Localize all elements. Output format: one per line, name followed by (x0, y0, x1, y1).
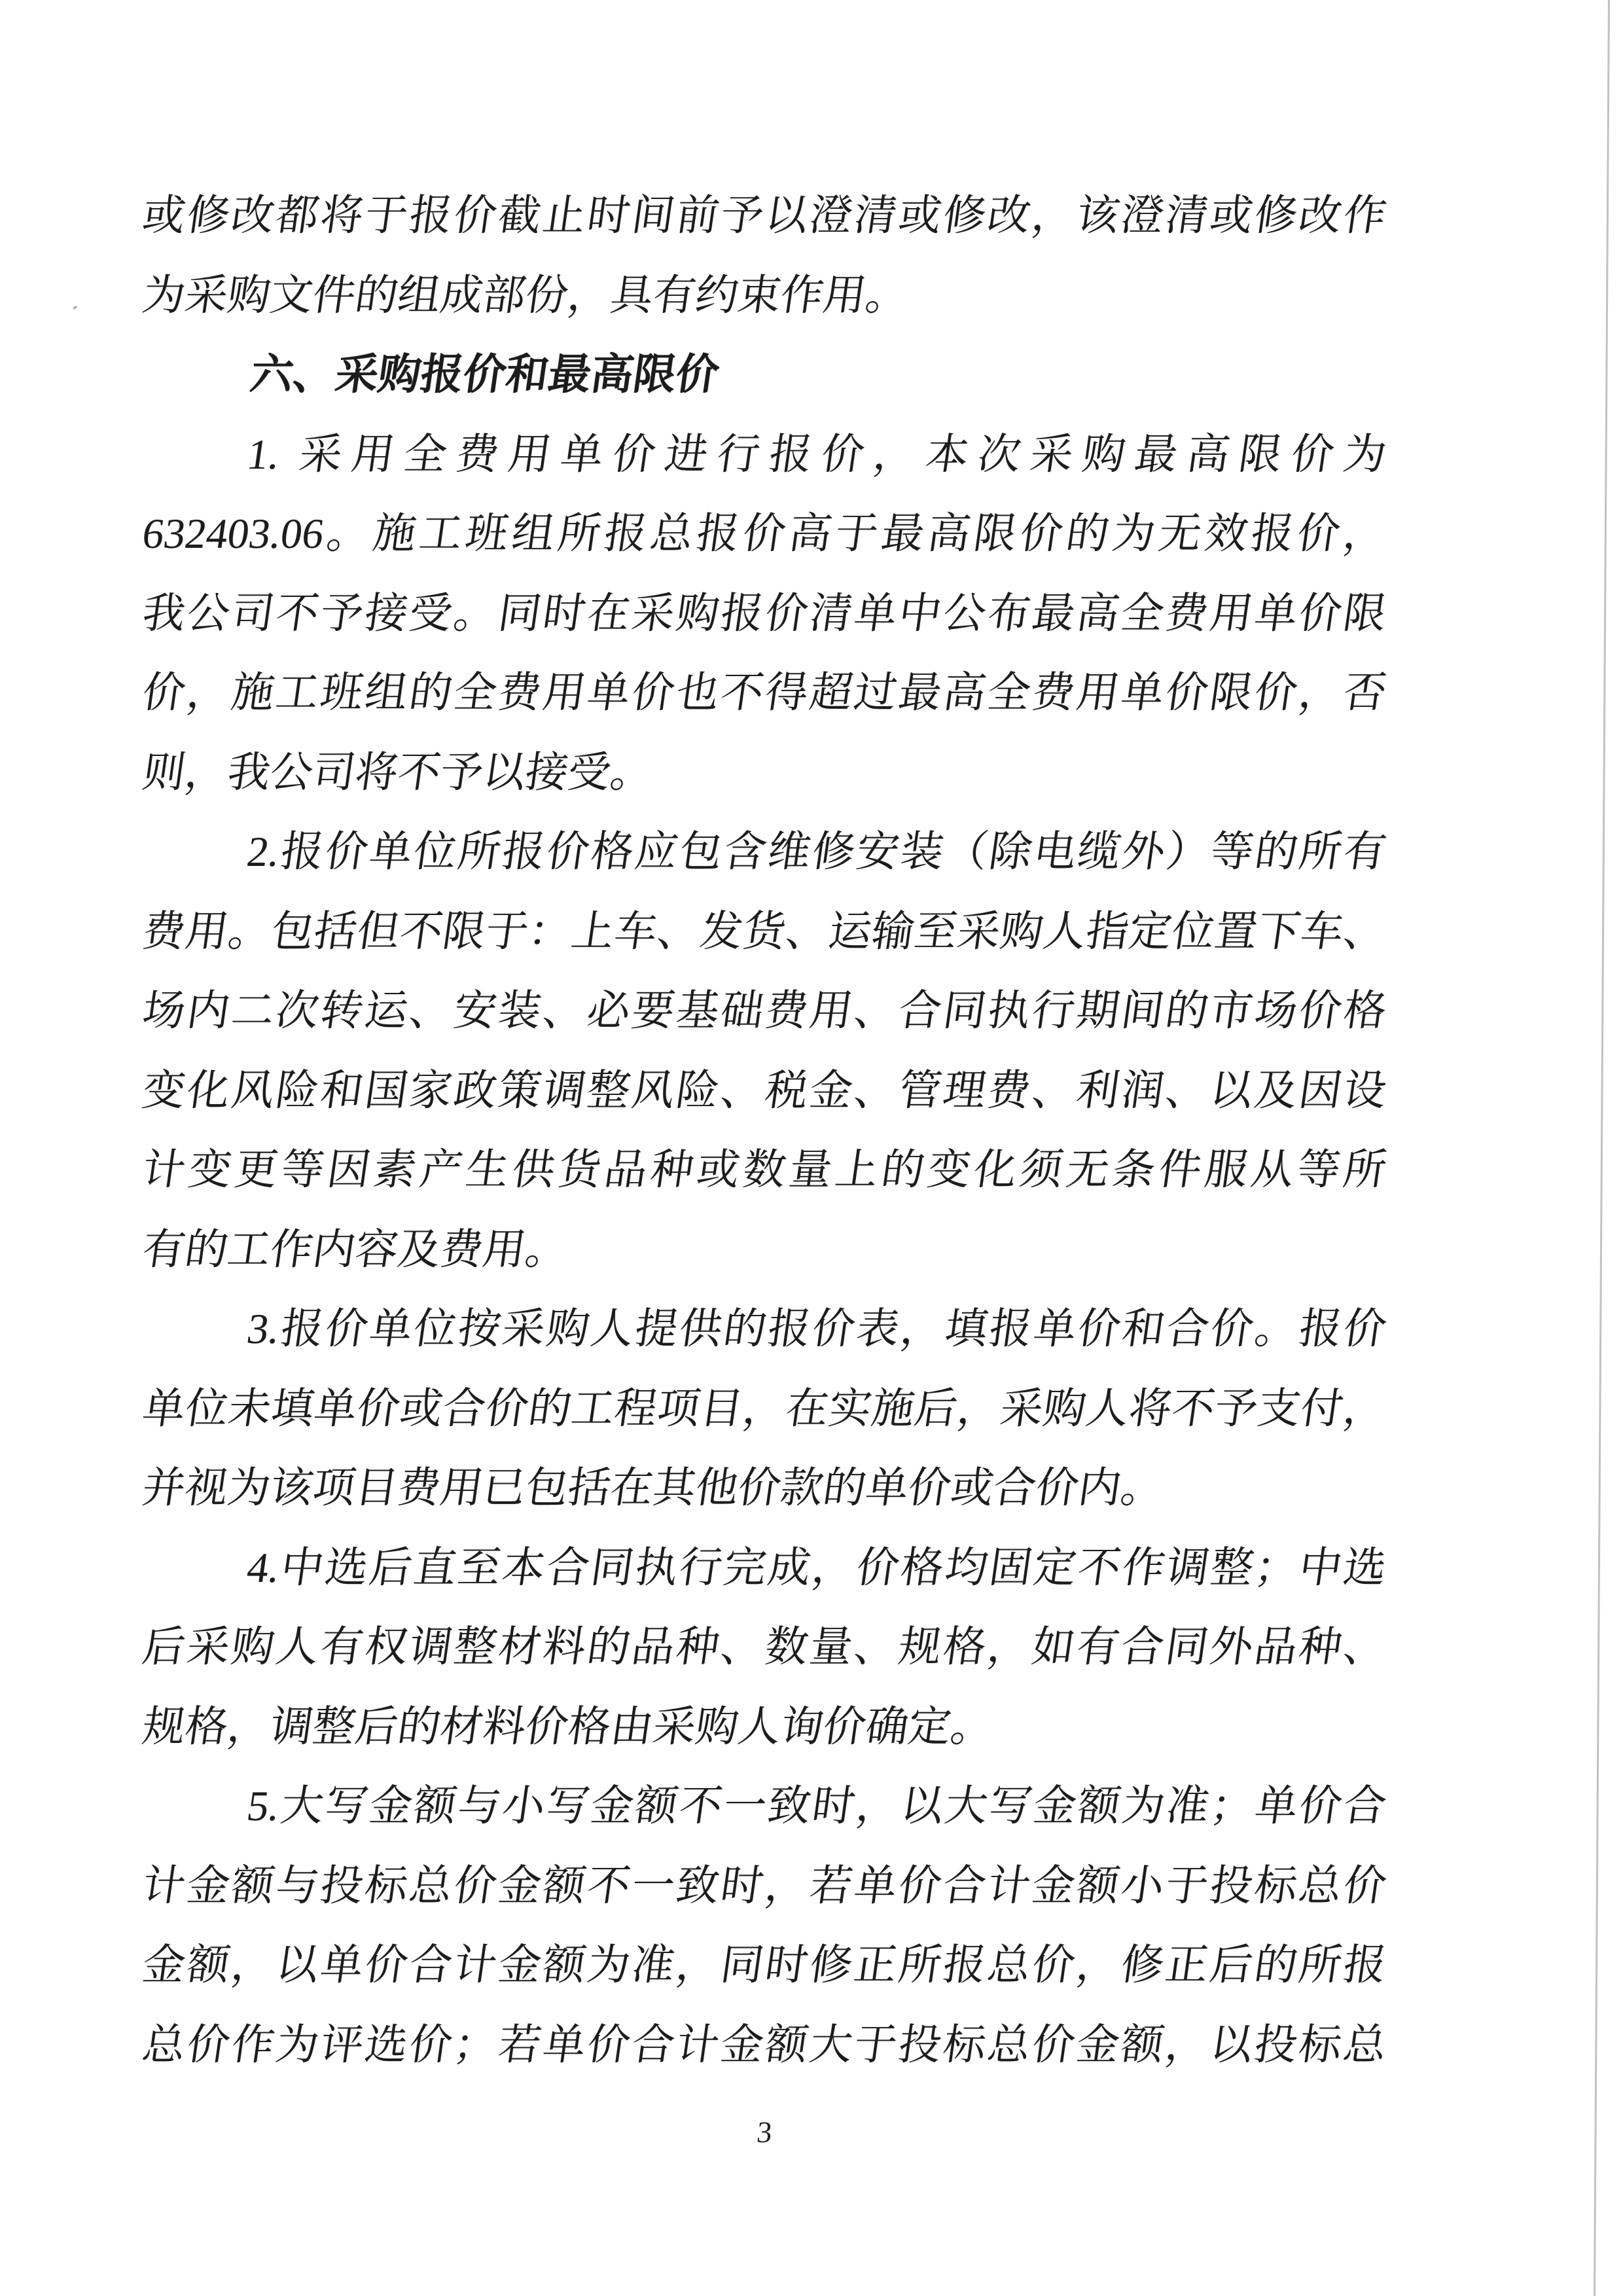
section-heading: 六、采购报价和最高限价 (247, 351, 722, 399)
scan-line-artifact (1594, 0, 1610, 2296)
text-line: 总价作为评选价；若单价合计金额大于投标总价金额，以投标总 (139, 2021, 1390, 2069)
text-line: 2.报价单位所报价格应包含维修安装（除电缆外）等的所有 (244, 829, 1390, 876)
scan-dot-artifact (72, 305, 77, 310)
text-line: 价，施工班组的全费用单价也不得超过最高全费用单价限价，否 (139, 670, 1390, 717)
text-line: 632403.06。施工班组所报总报价高于最高限价的为无效报价， (139, 511, 1390, 558)
text-line: 或修改都将于报价截止时间前予以澄清或修改，该澄清或修改作 (139, 192, 1390, 240)
text-line: 计金额与投标总价金额不一致时，若单价合计金额小于投标总价 (139, 1862, 1390, 1910)
text-line: 为采购文件的组成部份，具有约束作用。 (139, 272, 912, 319)
text-line: 计变更等因素产生供货品种或数量上的变化须无条件服从等所 (139, 1147, 1390, 1194)
text-line: 场内二次转运、安装、必要基础费用、合同执行期间的市场价格 (139, 988, 1390, 1035)
text-line: 则，我公司将不予以接受。 (139, 749, 657, 797)
text-line: 有的工作内容及费用。 (139, 1226, 572, 1274)
document-body (139, 177, 1390, 2085)
text-line: 后采购人有权调整材料的品种、数量、规格，如有合同外品种、 (139, 1624, 1390, 1671)
text-line: 4.中选后直至本合同执行完成，价格均固定不作调整；中选 (244, 1544, 1390, 1592)
text-line: 我公司不予接受。同时在采购报价清单中公布最高全费用单价限 (139, 590, 1390, 637)
text-line: 单位未填单价或合价的工程项目，在实施后，采购人将不予支付， (139, 1385, 1390, 1433)
text-line: 5.大写金额与小写金额不一致时，以大写金额为准；单价合 (244, 1783, 1390, 1830)
text-line: 1. 采用全费用单价进行报价，本次采购最高限价为 (244, 431, 1390, 478)
page-number: 3 (755, 2115, 774, 2149)
text-line: 金额，以单价合计金额为准，同时修正所报总价，修正后的所报 (139, 1942, 1390, 1989)
text-line: 并视为该项目费用已包括在其他价款的单价或合价内。 (139, 1465, 1168, 1512)
text-line: 费用。包括但不限于：上车、发货、运输至采购人指定位置下车、 (139, 908, 1390, 956)
text-line: 规格，调整后的材料价格由采购人询价确定。 (139, 1703, 997, 1751)
text-line: 变化风险和国家政策调整风险、税金、管理费、利润、以及因设 (139, 1067, 1390, 1115)
text-line: 3.报价单位按采购人提供的报价表，填报单价和合价。报价 (244, 1306, 1390, 1353)
